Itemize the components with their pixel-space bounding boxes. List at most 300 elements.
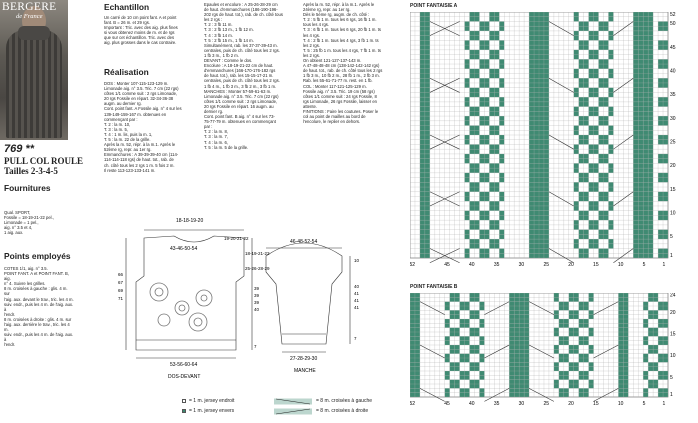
grid-cell [638,45,643,50]
grid-cell [604,249,609,254]
echantillon-line: fant. B = 26 m. et 29 rgs. [104,20,150,26]
grid-cell [589,239,594,244]
col4-line: On obtient 121-127-137-143 m. [303,58,362,64]
grid-cell [559,323,564,327]
grid-cell [489,187,494,192]
grid-cell [514,345,519,349]
grid-cell [524,315,529,319]
grid-cell [465,178,470,183]
grid-cell [633,12,638,17]
grid-cell [425,45,430,50]
grid-cell [534,102,539,107]
grid-cell [544,74,549,79]
grid-cell [524,380,529,384]
grid-cell [633,121,638,126]
grid-cell [544,36,549,41]
grid-cell [425,211,430,216]
grid-cell [534,225,539,230]
grid-cell [415,319,420,323]
grid-cell [648,102,653,107]
grid-cell [643,388,648,392]
grid-cell [643,187,648,192]
grid-cell [648,21,653,26]
grid-cell [465,197,470,202]
col3-line: T. 5 : 2 fb 15 m., 1 fb 14 m. [204,37,254,43]
grid-cell [564,302,569,306]
y-tick-label: 10 [670,210,676,217]
grid-cell [633,173,638,178]
grid-cell [643,154,648,159]
grid-cell [425,244,430,249]
grid-cell [643,306,648,310]
grid-cell [489,244,494,249]
col4-line: les 2 rgs. [303,52,320,58]
grid-cell [544,111,549,116]
grid-cell [648,121,653,126]
grid-cell [584,97,589,102]
grid-cell [534,197,539,202]
grid-cell [623,293,628,297]
grid-cell [633,126,638,131]
grid-cell [475,384,480,388]
grid-cell [499,154,504,159]
grid-cell [638,21,643,26]
x-tick-label: 35 [493,262,500,268]
grid-cell [420,97,425,102]
grid-cell [415,336,420,340]
grid-cell [539,249,544,254]
grid-cell [599,78,604,83]
grid-cell [539,17,544,22]
x-tick-label: 10 [617,262,624,268]
grid-cell [484,230,489,235]
grid-cell [633,45,638,50]
grid-cell [594,201,599,206]
grid-cell [425,234,430,239]
grid-cell [599,173,604,178]
grid-cell [509,297,514,301]
grid-cell [584,116,589,121]
grid-cell [623,315,628,319]
grid-cell [658,230,663,235]
echantillon-line: Important : Tric. avec des aig. plus fines [104,25,178,31]
grid-cell [544,107,549,112]
grid-cell [529,26,534,31]
grid-cell [643,182,648,187]
grid-cell [608,182,613,187]
grid-cell [544,201,549,206]
grid-cell [569,380,574,384]
grid-cell [465,21,470,26]
chart-a [410,12,680,272]
grid-cell [509,367,514,371]
grid-cell [415,297,420,301]
manche-right-v1: 41 [354,291,360,296]
grid-cell [539,154,544,159]
manche-right-v0: 40 [354,284,360,289]
grid-cell [410,319,415,323]
grid-cell [569,310,574,314]
grid-cell [643,64,648,69]
grid-cell [420,192,425,197]
grid-cell [529,187,534,192]
grid-cell [574,384,579,388]
grid-cell [460,371,465,375]
grid-cell [484,21,489,26]
grid-cell [544,220,549,225]
grid-cell [514,310,519,314]
grid-cell [663,140,668,145]
grid-cell [574,69,579,74]
manche-bottom-dim: 27-28-29-30 [290,356,318,362]
grid-cell [574,17,579,22]
grid-cell [484,45,489,50]
dos-label: DOS-DEVANT [168,374,201,380]
grid-cell [470,36,475,41]
grid-cell [643,126,648,131]
grid-cell [534,78,539,83]
grid-cell [470,239,475,244]
grid-cell [633,88,638,93]
grid-cell [544,206,549,211]
grid-cell [455,332,460,336]
grid-cell [479,192,484,197]
grid-cell [643,393,648,397]
grid-cell [584,302,589,306]
grid-cell [604,116,609,121]
x-tick-label: 20 [568,401,574,407]
y-tick-label: 35 [670,92,676,99]
grid-cell [648,206,653,211]
dos-left-v1: 67 [118,280,124,285]
grid-cell [544,88,549,93]
grid-cell [475,244,480,249]
grid-cell [519,371,524,375]
grid-cell [633,31,638,36]
grid-cell [494,36,499,41]
grid-cell [445,393,450,397]
grid-cell [663,45,668,50]
grid-cell [544,40,549,45]
grid-cell [608,107,613,112]
x-tick-label: 45 [444,401,450,407]
points-line: POINT FANT. A et POINT FANT. B, aig. [4,271,70,282]
grid-cell [618,306,623,310]
grid-cell [484,64,489,69]
grid-cell [475,187,480,192]
grid-cell [594,206,599,211]
grid-cell [475,220,480,225]
grid-cell [499,234,504,239]
grid-cell [465,375,470,379]
grid-cell [420,140,425,145]
grid-cell [534,111,539,116]
grid-cell [594,182,599,187]
grid-cell [415,358,420,362]
grid-cell [584,197,589,202]
grid-cell [539,220,544,225]
col4-line: T. 5 : 25 fb 1 m. tous les 4 rgs, 7 fb 1 m. ts [303,47,381,53]
grid-cell [415,349,420,353]
grid-cell [494,149,499,154]
grid-cell [564,336,569,340]
grid-cell [460,375,465,379]
grid-cell [648,17,653,22]
grid-cell [584,135,589,140]
grid-cell [608,69,613,74]
grid-cell [484,253,489,258]
grid-cell [544,230,549,235]
grid-cell [514,367,519,371]
grid-cell [643,74,648,79]
y-tick-label: 25 [670,139,676,146]
grid-cell [539,197,544,202]
grid-cell [544,135,549,140]
grid-cell [648,192,653,197]
grid-cell [618,319,623,323]
grid-cell [633,178,638,183]
grid-cell [534,230,539,235]
grid-cell [445,375,450,379]
grid-cell [539,239,544,244]
grid-cell [544,253,549,258]
grid-cell [420,130,425,135]
grid-cell [475,74,480,79]
grid-cell [559,302,564,306]
grid-cell [653,328,658,332]
grid-cell [420,26,425,31]
grid-cell [470,225,475,230]
grid-cell [519,306,524,310]
grid-cell [524,349,529,353]
grid-cell [663,121,668,126]
grid-cell [663,234,668,239]
grid-cell [584,371,589,375]
grid-cell [599,83,604,88]
grid-cell [648,201,653,206]
grid-cell [633,159,638,164]
grid-cell [648,310,653,314]
grid-cell [623,393,628,397]
grid-cell [514,349,519,353]
grid-cell [529,45,534,50]
grid-cell [420,220,425,225]
grid-cell [529,201,534,206]
grid-cell [415,341,420,345]
grid-cell [420,31,425,36]
grid-cell [638,225,643,230]
grid-cell [534,249,539,254]
grid-cell [658,319,663,323]
grid-cell [425,12,430,17]
grid-cell [425,135,430,140]
grid-cell [450,328,455,332]
grid-cell [638,159,643,164]
grid-cell [509,319,514,323]
grid-cell [509,310,514,314]
col4-line: COL : Monter 117-121-125-129 m. [303,83,367,89]
grid-cell [608,88,613,93]
realisation-line: augm. au dernier rg. [104,101,142,107]
grid-cell [539,26,544,31]
grid-cell [589,201,594,206]
grid-cell [618,345,623,349]
grid-cell [534,36,539,41]
grid-cell [544,55,549,60]
grid-cell [445,319,450,323]
grid-cell [519,336,524,340]
manche-label: MANCHE [294,368,316,374]
grid-cell [420,163,425,168]
grid-cell [465,121,470,126]
grid-cell [604,230,609,235]
grid-cell [633,55,638,60]
grid-cell [643,121,648,126]
grid-cell [489,144,494,149]
grid-cell [594,244,599,249]
grid-cell [559,354,564,358]
grid-cell [544,69,549,74]
grid-cell [564,358,569,362]
grid-cell [589,111,594,116]
echantillon-line: que sur cet échantillon. Tric. avec des [104,35,175,41]
grid-cell [638,140,643,145]
grid-cell [589,31,594,36]
grid-cell [479,121,484,126]
grid-cell [643,358,648,362]
col3-line: 1 fb 3 m., 1 fb 2 m. [204,52,239,58]
grid-cell [574,239,579,244]
grid-cell [475,345,480,349]
grid-cell [633,116,638,121]
col4-line: Fossile aig. n° 3.5. Tric. 19 cm (58 rgs) [303,88,375,94]
grid-cell [450,310,455,314]
grid-cell [420,69,425,74]
grid-cell [479,21,484,26]
x-tick-label: 45 [444,262,450,268]
grid-cell [475,349,480,353]
grid-cell [420,78,425,83]
grid-cell [599,21,604,26]
grid-cell [648,45,653,50]
grid-cell [658,97,663,102]
grid-cell [544,239,549,244]
grid-cell [425,220,430,225]
grid-cell [569,315,574,319]
grid-cell [539,69,544,74]
grid-cell [574,111,579,116]
grid-cell [509,349,514,353]
grid-cell [539,135,544,140]
grid-cell [643,40,648,45]
grid-cell [599,154,604,159]
realisation-line: Il reste 113-123-133-141 m. [104,167,156,173]
grid-cell [460,341,465,345]
grid-cell [539,88,544,93]
grid-cell [410,302,415,306]
grid-cell [524,306,529,310]
grid-cell [623,341,628,345]
grid-cell [643,197,648,202]
grid-cell [475,126,480,131]
grid-cell [514,297,519,301]
grid-cell [643,354,648,358]
grid-cell [499,83,504,88]
grid-cell [534,135,539,140]
grid-cell [420,126,425,131]
grid-cell [608,201,613,206]
grid-cell [524,362,529,366]
grid-cell [519,341,524,345]
grid-cell [499,116,504,121]
grid-cell [638,230,643,235]
grid-cell [589,74,594,79]
grid-cell [638,187,643,192]
grid-cell [465,140,470,145]
grid-cell [663,21,668,26]
grid-cell [470,315,475,319]
grid-cell [633,239,638,244]
grid-cell [599,234,604,239]
grid-cell [618,354,623,358]
grid-cell [539,116,544,121]
grid-cell [618,362,623,366]
col3-line: T. 4 : 3 fb 14 m. [204,32,233,38]
col3-line: 20 rgs Fossile en répart. 16 augm. au [204,103,274,109]
grid-cell [663,253,668,258]
grid-cell [420,201,425,206]
grid-cell [445,323,450,327]
grid-cell [420,159,425,164]
grid-cell [494,107,499,112]
grid-cell [638,249,643,254]
grid-cell [509,393,514,397]
grid-cell [470,380,475,384]
col3-line: 202 rgs de haut. tot.), rab. de ch. côté tous [204,12,283,18]
grid-cell [509,358,514,362]
grid-cell [648,220,653,225]
grid-cell [534,88,539,93]
grid-cell [589,220,594,225]
grid-cell [455,380,460,384]
grid-cell [494,12,499,17]
grid-cell [633,168,638,173]
grid-cell [519,319,524,323]
grid-cell [470,362,475,366]
grid-cell [534,45,539,50]
grid-cell [574,206,579,211]
grid-cell [465,59,470,64]
grid-cell [643,178,648,183]
grid-cell [470,345,475,349]
col4-line: T. 2 : 5 fb 1 m. tous les 6 rgs, 16 fb 1 m. [303,17,377,23]
col4-line: les 4 rgs. [303,32,320,38]
fournitures-line: aig. n° 3.5 et 4, [4,225,33,231]
grid-cell [638,31,643,36]
grid-cell [425,64,430,69]
grid-cell [470,310,475,314]
grid-cell [638,182,643,187]
grid-cell [599,178,604,183]
grid-cell [658,249,663,254]
grid-cell [589,17,594,22]
grid-cell [479,64,484,69]
grid-cell [415,362,420,366]
grid-cell [608,126,613,131]
col4-line: les 2 rgs. [303,42,320,48]
grid-cell [653,332,658,336]
grid-cell [574,225,579,230]
